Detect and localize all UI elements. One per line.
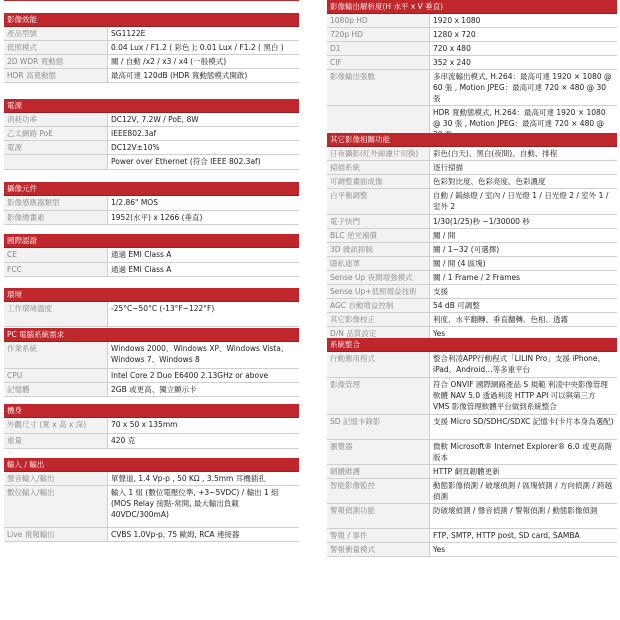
spec-label: 影像管理 [327, 377, 430, 414]
spec-row [4, 528, 299, 542]
spec-label: AGC 自動增益控制 [327, 299, 430, 313]
spec-table [4, 27, 299, 83]
spec-label: FCC [4, 262, 108, 276]
spec-value: HTTP 網頁韌體更新 [430, 464, 618, 478]
spec-label: 隱私遮罩 [327, 257, 430, 271]
spec-section [4, 99, 299, 170]
spec-label: 1080p HD [327, 14, 430, 28]
section-header: 影像效能 [4, 13, 299, 27]
spec-label: 可調整畫面成像 [327, 175, 430, 189]
spec-label: 720p HD [327, 28, 430, 42]
spec-row [327, 439, 617, 464]
section-header: 系統整合 [327, 338, 617, 352]
spec-value: IEEE802.3af [108, 127, 300, 141]
spec-label: BLC 逆光補償 [327, 229, 430, 243]
spec-value: 關 / 1 Frame / 2 Frames [430, 271, 618, 285]
section-header: 攝像元件 [4, 182, 299, 196]
spec-row [327, 70, 617, 106]
spec-table [327, 352, 617, 557]
spec-label: 行動應用程式 [327, 352, 430, 377]
spec-row [4, 27, 299, 41]
spec-value: -25°C~50°C (-13°F~122°F) [108, 302, 300, 326]
spec-label: 記憶體 [4, 382, 108, 396]
spec-value: 352 x 240 [430, 56, 618, 70]
spec-label: 作業系統 [4, 342, 108, 368]
spec-row [327, 352, 617, 377]
spec-row [4, 127, 299, 141]
spec-row [327, 313, 617, 327]
spec-label: 白平衡調整 [327, 189, 430, 215]
spec-row [4, 55, 299, 69]
spec-row [327, 243, 617, 257]
spec-value: 關 / 開 [430, 229, 618, 243]
spec-table [4, 196, 299, 225]
spec-row [4, 196, 299, 210]
spec-value: Power over Ethernet (符合 IEEE 802.3af) [108, 155, 300, 170]
spec-value: HDR 寬動態模式, H.264：最高可達 1920 × 1080 @ 30 張 , Motion JPEG：最高可達 720 × 480 @ [430, 106, 618, 142]
spec-label: Sense Up+低照增益技術 [327, 285, 430, 299]
spec-label: 電子快門 [327, 215, 430, 229]
spec-section [4, 458, 299, 542]
spec-table [4, 113, 299, 170]
spec-value: DC12V, 7.2W / PoE, 8W [108, 113, 300, 127]
spec-value: 54 dB 可調整 [430, 299, 618, 313]
spec-label: CE [4, 248, 108, 262]
spec-value: 通過 EMI Class A [108, 262, 300, 276]
section-header: 輸入 / 輸出 [4, 458, 299, 472]
spec-value: 420 克 [108, 433, 300, 448]
section-header: 環境 [4, 288, 299, 302]
spec-row [4, 41, 299, 55]
spec-table [327, 147, 617, 341]
spec-section [327, 0, 617, 142]
spec-value: 0.04 Lux / F1.2 ( 彩色 ); 0.01 Lux / F1.2 ( 黑白 ) [108, 41, 300, 55]
spec-label: 警報衝量模式 [327, 542, 430, 556]
spec-label: 聲音輸入/輸出 [4, 472, 108, 486]
left-spec-column [4, 0, 299, 539]
spec-label: 日夜攝影(紅外線濾片切換) [327, 147, 430, 161]
spec-value: 支援 Micro SD/SDHC/SDXC 記憶卡(卡片本身為選配) [430, 414, 618, 439]
spec-table [4, 342, 299, 397]
spec-row [327, 464, 617, 478]
spec-row [4, 486, 299, 528]
spec-value: 色彩對比度、色彩亮度、色彩濃度 [430, 175, 618, 189]
spec-value: 符合 ONVIF 國際網路產品 S 規範 利凌中央影像管理軟體 NAV 5.0 透過利凌 HTTP API 可以與第三方 VMS 影像管理軟體平台做到系統整合 [430, 377, 618, 414]
spec-row [327, 414, 617, 439]
spec-value: 多串流輸出模式, H.264：最高可達 1920 × 1080 @ 60 張 , Motion JPEG：最高可達 720 × 480 @ 30 張 [430, 70, 618, 106]
spec-value: DC12V±10% [108, 141, 300, 155]
spec-row [4, 155, 299, 170]
spec-row [327, 299, 617, 313]
spec-label: 影像感應器類型 [4, 196, 108, 210]
top-rule [4, 0, 299, 1]
spec-label: 影像輸出張數 [327, 70, 430, 106]
spec-row [327, 528, 617, 542]
section-header: 電源 [4, 99, 299, 113]
spec-label: 2D WDR 寬動態 [4, 55, 108, 69]
spec-label: 數位輸入/輸出 [4, 486, 108, 528]
spec-section [327, 133, 617, 341]
spec-value: 1952(水平) x 1266 (垂直) [108, 210, 300, 224]
spec-table [4, 302, 299, 327]
spec-row [4, 262, 299, 276]
spec-value: 防破壞偵測 / 聲音偵測 / 警報偵測 / 動態影像偵測 [430, 503, 618, 528]
spec-row [327, 28, 617, 42]
spec-row [327, 42, 617, 56]
spec-table [327, 14, 617, 142]
spec-section [4, 328, 299, 397]
spec-row [327, 229, 617, 243]
spec-value: 支援 [430, 285, 618, 299]
spec-label: 警報偵測功能 [327, 503, 430, 528]
spec-label: 外觀尺寸 (寬 x 高 x 深) [4, 418, 108, 433]
spec-row [327, 377, 617, 414]
spec-row [327, 56, 617, 70]
spec-value: 輸入 1 組 (數位電壓位準, +3~5VDC) / 輸出 1 組 (MOS Relay 接點-常開, 最大輸出負載 40VDC/300mA) [108, 486, 300, 528]
spec-label: 產品型號 [4, 27, 108, 41]
spec-row [4, 210, 299, 224]
spec-row [327, 14, 617, 28]
spec-value: CVBS 1.0Vp-p, 75 歐姆, RCA 連接器 [108, 528, 300, 542]
spec-label: 智能影像監控 [327, 478, 430, 503]
spec-value: 動態影像偵測 / 破壞偵測 / 區塊偵測 / 方向偵測 / 跨越偵測 [430, 478, 618, 503]
spec-label: 低照模式 [4, 41, 108, 55]
spec-label: CIF [327, 56, 430, 70]
spec-row [327, 189, 617, 215]
spec-value: 逐行掃描 [430, 161, 618, 175]
spec-label: 其它影像校正 [327, 313, 430, 327]
spec-row [4, 433, 299, 448]
spec-label: 韌體維護 [327, 464, 430, 478]
spec-value: 關 / 1~32 (可選擇) [430, 243, 618, 257]
spec-section [4, 234, 299, 277]
spec-row [4, 248, 299, 262]
spec-value: 1/30(1/25)秒 ~1/30000 秒 [430, 215, 618, 229]
spec-value: 720 x 480 [430, 42, 618, 56]
spec-value: 70 x 50 x 135mm [108, 418, 300, 433]
spec-row [327, 542, 617, 556]
spec-table [4, 418, 299, 449]
spec-label: Live 視頻輸出 [4, 528, 108, 542]
spec-row [4, 113, 299, 127]
spec-table [4, 472, 299, 542]
spec-section [4, 404, 299, 449]
spec-label: 乙太網路 PoE [4, 127, 108, 141]
spec-value: SG1122E [108, 27, 300, 41]
spec-label: 工作環境溫度 [4, 302, 108, 326]
section-header: PC 電腦系統需求 [4, 328, 299, 342]
spec-row [327, 478, 617, 503]
section-header: 其它影像相關功能 [327, 133, 617, 147]
spec-row [327, 147, 617, 161]
spec-section [4, 182, 299, 225]
spec-value: 自動 / 鎢絲燈 / 室內 / 日光燈 1 / 日光燈 2 / 室外 1 / 室外 2 [430, 189, 618, 215]
spec-label: 掃描系統 [327, 161, 430, 175]
spec-label: 瀏覽器 [327, 439, 430, 464]
spec-value: 1/2.86" MOS [108, 196, 300, 210]
spec-row [327, 257, 617, 271]
spec-row [327, 175, 617, 189]
spec-section [327, 338, 617, 557]
spec-row [4, 382, 299, 396]
spec-label [4, 155, 108, 170]
spec-row [327, 161, 617, 175]
spec-label: D/N 品質設定 [327, 327, 430, 341]
spec-row [4, 342, 299, 368]
spec-value: FTP, SMTP, HTTP post, SD card, SAMBA [430, 528, 618, 542]
spec-label: 影像總畫素 [4, 210, 108, 224]
spec-label: 電源 [4, 141, 108, 155]
spec-value: Yes [430, 542, 618, 556]
spec-row [4, 69, 299, 83]
spec-row [4, 302, 299, 326]
spec-value: 微軟 Microsoft® Internet Explorer® 6.0 或更高階版本 [430, 439, 618, 464]
spec-value: 整合利凌APP行動程式「LILIN Pro」支援 iPhone、iPad、Android…等多重平台 [430, 352, 618, 377]
spec-label: 重量 [4, 433, 108, 448]
spec-label: 3D 雜訊抑制 [327, 243, 430, 257]
spec-value: 通過 EMI Class A [108, 248, 300, 262]
spec-label: HDR 高寬動態 [4, 69, 108, 83]
spec-table [4, 248, 299, 277]
spec-value: 1280 x 720 [430, 28, 618, 42]
spec-label: SD 記憶卡錄影 [327, 414, 430, 439]
spec-row [4, 368, 299, 382]
spec-row [327, 271, 617, 285]
spec-value: Intel Core 2 Duo E6400 2.13GHz or above [108, 368, 300, 382]
spec-row [327, 503, 617, 528]
spec-value: 2GB 或更高、獨立顯示卡 [108, 382, 300, 396]
spec-value: 關 / 開 (4 區塊) [430, 257, 618, 271]
spec-value: 關 / 自動 /x2 / x3 / x4 (一般模式) [108, 55, 300, 69]
spec-row [4, 418, 299, 433]
spec-value: 單聲道, 1.4 Vp-p , 50 KΩ , 3.5mm 耳機插孔 [108, 472, 300, 486]
section-header: 國際認證 [4, 234, 299, 248]
spec-label: CPU [4, 368, 108, 382]
spec-label: 警報 / 事件 [327, 528, 430, 542]
spec-label: Sense Up 夜間增強模式 [327, 271, 430, 285]
section-header: 機身 [4, 404, 299, 418]
spec-value: Windows 2000、Windows XP、Windows Vista、Windows 7、Windows 8 [108, 342, 300, 368]
spec-section [4, 288, 299, 327]
spec-section [4, 13, 299, 83]
spec-label: 消耗功率 [4, 113, 108, 127]
section-header: 影像輸出解析度(H 水平 x V 垂直) [327, 0, 617, 14]
spec-value: 彩色(白天)、黑白(夜間)、自動、排程 [430, 147, 618, 161]
spec-value: 1920 x 1080 [430, 14, 618, 28]
spec-label: D1 [327, 42, 430, 56]
spec-value: 最高可達 120dB (HDR 寬動態模式開啟) [108, 69, 300, 83]
spec-row [327, 285, 617, 299]
spec-value: 利度、水平翻轉、垂直翻轉、色相、透霧 [430, 313, 618, 327]
spec-row [4, 141, 299, 155]
spec-value: Yes [430, 327, 618, 341]
spec-row [4, 472, 299, 486]
spec-row [327, 215, 617, 229]
